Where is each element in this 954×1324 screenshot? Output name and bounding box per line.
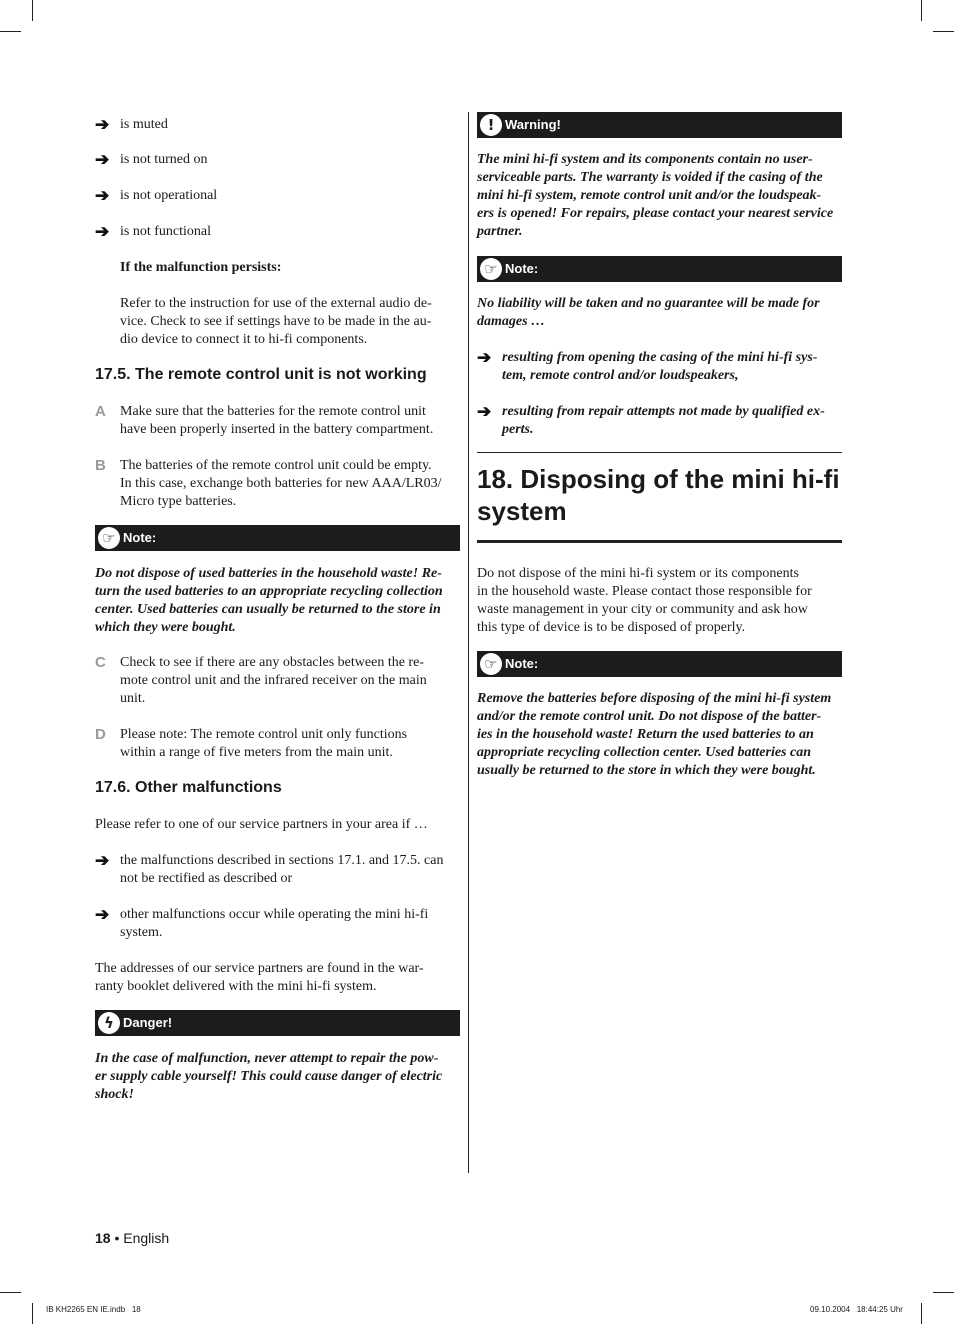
list-item-text: [120, 906, 428, 942]
note-text: [477, 690, 831, 780]
text-line: Check to see if there are any obstacles between the re-: [120, 655, 424, 670]
exclamation-icon: !: [480, 114, 502, 136]
list-item-text: [120, 852, 443, 888]
right-arrow-icon: ➔: [95, 150, 110, 169]
note-text: [95, 565, 443, 637]
lightning-icon: ϟ: [98, 1012, 120, 1034]
text-line: The mini hi-fi system and its components contain no user-: [477, 152, 813, 167]
text-line: In the case of malfunction, never attempt to repair the pow-: [95, 1051, 439, 1066]
text-line: which they were bought.: [95, 620, 236, 635]
warning-text: [477, 151, 833, 241]
danger-bar: [95, 1010, 460, 1036]
step-text: [120, 457, 442, 511]
file-info: IB KH2265 EN IE.indb 18: [46, 1305, 141, 1314]
heading-line: 18. Disposing of the mini hi-fi: [477, 464, 840, 494]
section-heading-18: [477, 463, 840, 527]
step-letter: B: [95, 457, 106, 474]
column-divider: [468, 112, 469, 1173]
step-letter: D: [95, 726, 106, 743]
section-heading-17-6: 17.6. Other malfunctions: [95, 779, 282, 796]
text-line: The addresses of our service partners are found in the war-: [95, 961, 424, 976]
text-line: and/or the remote control unit. Do not dispose of the batter-: [477, 709, 822, 724]
text-line: have been properly inserted in the battery compartment.: [120, 422, 434, 437]
note-label: Note:: [505, 261, 539, 276]
step-letter: C: [95, 654, 106, 671]
text-line: system.: [120, 925, 163, 940]
list-item-text: is not operational: [120, 188, 218, 203]
pointing-hand-icon: ☞: [480, 653, 502, 675]
list-item-text: is not functional: [120, 224, 211, 239]
text-line: partner.: [477, 224, 523, 239]
crop-mark: [921, 0, 922, 21]
text-line: Remove the batteries before disposing of the mini hi-fi system: [477, 691, 832, 706]
right-arrow-icon: ➔: [95, 186, 110, 205]
persist-heading: If the malfunction persists:: [120, 260, 282, 275]
text-line: within a range of five meters from the main unit.: [120, 745, 393, 760]
text-line: usually be returned to the store in which they were bought.: [477, 763, 816, 778]
right-arrow-icon: ➔: [95, 851, 110, 870]
text-line: unit.: [120, 691, 146, 706]
text-line: resulting from opening the casing of the mini hi-fi sys-: [502, 350, 818, 365]
right-arrow-icon: ➔: [477, 348, 492, 367]
text-line: this type of device is to be disposed of properly.: [477, 620, 746, 635]
right-arrow-icon: ➔: [477, 402, 492, 421]
section-rule-top: [477, 452, 842, 453]
step-text: [120, 726, 407, 762]
text-line: waste management in your city or community and ask how: [477, 602, 808, 617]
text-line: mini hi-fi system, remote control unit and/or the loudspeak-: [477, 188, 822, 203]
print-timestamp: 09.10.2004 18:44:25 Uhr: [810, 1305, 903, 1314]
text-line: tem, remote control and/or loudspeakers,: [502, 368, 739, 383]
list-item-text: [502, 403, 825, 439]
danger-label: Danger!: [123, 1015, 173, 1030]
text-line: in the household waste. Please contact those responsible for: [477, 584, 812, 599]
text-line: Do not dispose of used batteries in the household waste! Re-: [95, 566, 442, 581]
dispose-text: [477, 565, 812, 637]
text-line: In this case, exchange both batteries for new AAA/LR03/: [120, 476, 442, 491]
footer-separator: •: [110, 1230, 124, 1246]
right-arrow-icon: ➔: [95, 115, 110, 134]
text-line: the malfunctions described in sections 17.1. and 17.5. can: [120, 853, 444, 868]
right-arrow-icon: ➔: [95, 905, 110, 924]
section-heading-17-5: 17.5. The remote control unit is not working: [95, 366, 427, 383]
text-line: ers is opened! For repairs, please contact your nearest service: [477, 206, 834, 221]
crop-mark: [933, 31, 954, 32]
warning-label: Warning!: [505, 117, 561, 132]
text-line: No liability will be taken and no guarantee will be made for: [477, 296, 820, 311]
crop-mark: [32, 1303, 33, 1324]
text-line: perts.: [502, 422, 534, 437]
text-line: ranty booklet delivered with the mini hi-fi system.: [95, 979, 377, 994]
text-line: mote control unit and the infrared receiver on the main: [120, 673, 427, 688]
note-text: [477, 295, 820, 331]
text-line: turn the used batteries to an appropriate recycling collection: [95, 584, 443, 599]
crop-mark: [0, 1292, 21, 1293]
text-line: Micro type batteries.: [120, 494, 237, 509]
section-rule-bottom: [477, 540, 842, 543]
note-label: Note:: [123, 530, 157, 545]
text-line: resulting from repair attempts not made by qualified ex-: [502, 404, 825, 419]
note-label: Note:: [505, 656, 539, 671]
text-line: serviceable parts. The warranty is voided if the casing of the: [477, 170, 823, 185]
step-letter: A: [95, 403, 106, 420]
page-number: 18: [95, 1230, 111, 1246]
pointing-hand-icon: ☞: [480, 258, 502, 280]
text-line: not be rectified as described or: [120, 871, 293, 886]
text-line: appropriate recycling collection center. Used batteries can: [477, 745, 812, 760]
text-line: Do not dispose of the mini hi-fi system or its components: [477, 566, 799, 581]
addresses-text: [95, 960, 424, 996]
text-line: Refer to the instruction for use of the external audio de-: [120, 296, 432, 311]
right-arrow-icon: ➔: [95, 222, 110, 241]
page-footer: [95, 1229, 169, 1247]
list-item-text: is not turned on: [120, 152, 208, 167]
text-line: Make sure that the batteries for the remote control unit: [120, 404, 426, 419]
refer-text: Please refer to one of our service partners in your area if …: [95, 817, 428, 832]
note-bar: [477, 256, 842, 282]
crop-mark: [32, 0, 33, 21]
step-text: [120, 403, 433, 439]
persist-text: [120, 295, 465, 349]
text-line: The batteries of the remote control unit could be empty.: [120, 458, 432, 473]
text-line: Please note: The remote control unit only functions: [120, 727, 408, 742]
footer-language: English: [123, 1230, 170, 1246]
text-line: shock!: [95, 1087, 134, 1102]
crop-mark: [933, 1292, 954, 1293]
crop-mark: [0, 31, 21, 32]
note-bar: [95, 525, 460, 551]
danger-text: [95, 1050, 442, 1104]
text-line: other malfunctions occur while operating the mini hi-fi: [120, 907, 429, 922]
text-line: vice. Check to see if settings have to be made in the au-: [120, 314, 432, 329]
text-line: center. Used batteries can usually be returned to the store in: [95, 602, 441, 617]
text-line: er supply cable yourself! This could cause danger of electric: [95, 1069, 443, 1084]
text-line: ies in the household waste! Return the used batteries to an: [477, 727, 814, 742]
text-line: damages …: [477, 314, 546, 329]
pointing-hand-icon: ☞: [98, 527, 120, 549]
crop-mark: [921, 1303, 922, 1324]
heading-line: system: [477, 496, 567, 526]
text-line: dio device to connect it to hi-fi components.: [120, 332, 368, 347]
warning-bar: [477, 112, 842, 138]
note-bar: [477, 651, 842, 677]
step-text: [120, 654, 427, 708]
list-item-text: [502, 349, 817, 385]
list-item-text: is muted: [120, 117, 168, 132]
